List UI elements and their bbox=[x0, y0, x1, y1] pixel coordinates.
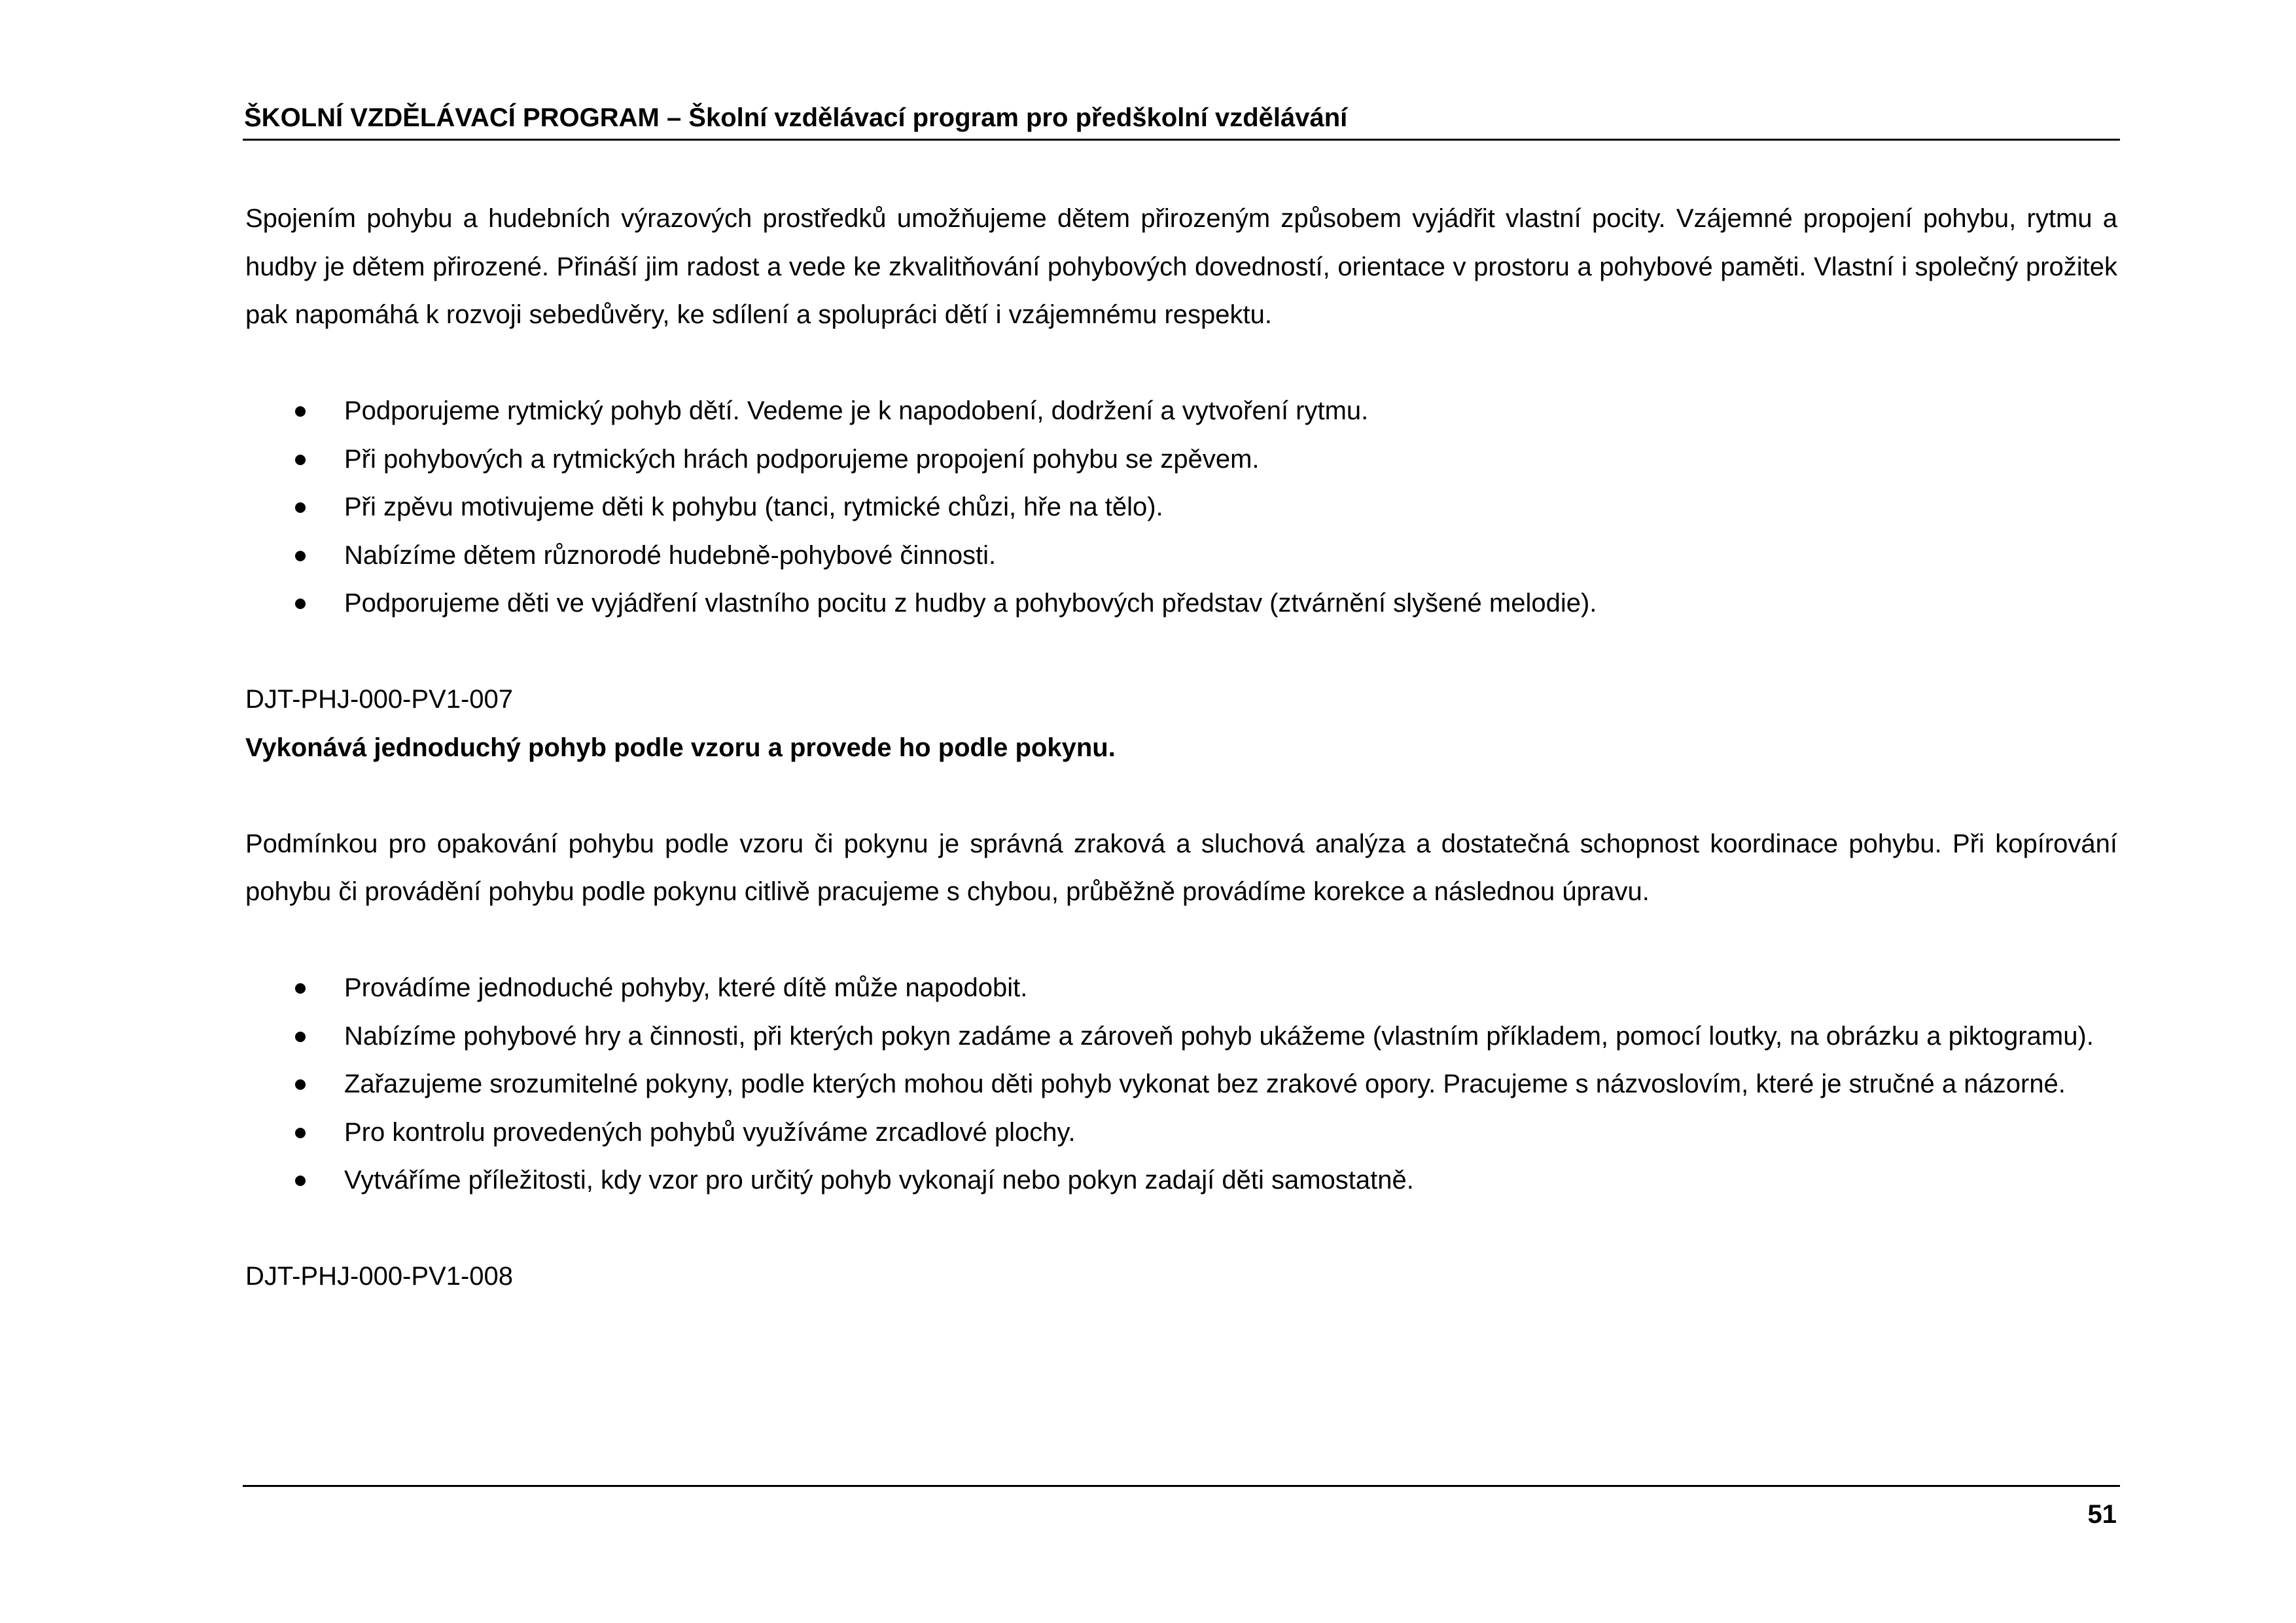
bullet-icon bbox=[295, 599, 306, 609]
spacer bbox=[245, 772, 2117, 820]
bullet-list-rhythm bbox=[245, 387, 2117, 628]
list-item bbox=[245, 387, 2117, 436]
list-item bbox=[245, 436, 2117, 484]
list-item-text: Zařazujeme srozumitelné pokyny, podle kterých mohou děti pohyb vykonat bez zrakové opory. Pracujeme s názvoslovím, které je stručné a názorné. bbox=[344, 1070, 2066, 1098]
list-item bbox=[245, 1109, 2117, 1157]
list-item-text: Vytváříme příležitosti, kdy vzor pro určitý pohyb vykonají nebo pokyn zadají děti samostatně. bbox=[344, 1166, 1414, 1195]
bullet-icon bbox=[295, 1032, 306, 1042]
list-item-text: Pro kontrolu provedených pohybů využíváme zrcadlové plochy. bbox=[344, 1117, 1076, 1147]
list-item-text: Nabízíme dětem různorodé hudebně-pohybové činnosti. bbox=[344, 540, 997, 570]
list-item bbox=[245, 964, 2117, 1013]
list-item bbox=[245, 1060, 2117, 1109]
bullet-icon bbox=[295, 1079, 306, 1090]
document-header-title: ŠKOLNÍ VZDĚLÁVACÍ PROGRAM – Školní vzdělávací program pro předškolní vzdělávání bbox=[244, 103, 1348, 132]
header-divider bbox=[243, 139, 2120, 141]
intro-paragraph: Spojením pohybu a hudebních výrazových prostředků umožňujeme dětem přirozeným způsobem vyjádřit vlastní pocity. Vzájemné propojení pohybu, rytmu a hudby je dětem přirozené. Přináší jim radost a vede ke zkvalitňování pohybových dovedností, orientace v prostoru a pohybové paměti. Vlastní i společný prožitek pak napomáhá k rozvoji sebedůvěry, ke sdílení a spolupráci dětí i vzájemnému respektu. bbox=[245, 204, 2117, 329]
bullet-icon bbox=[295, 551, 306, 561]
list-item bbox=[245, 1157, 2117, 1205]
list-item bbox=[245, 1013, 2117, 1061]
list-item bbox=[245, 483, 2117, 532]
spacer bbox=[245, 916, 2117, 965]
spacer bbox=[245, 628, 2117, 676]
page-content bbox=[245, 195, 2117, 1301]
bullet-list-imitation bbox=[245, 964, 2117, 1205]
page-number: 51 bbox=[2087, 1500, 2117, 1529]
list-item-text: Podporujeme děti ve vyjádření vlastního pocitu z hudby a pohybových představ (ztvárnění slyšené melodie). bbox=[344, 589, 1597, 618]
section-title-007: Vykonává jednoduchý pohyb podle vzoru a provede ho podle pokynu. bbox=[245, 733, 1116, 762]
list-item-text: Nabízíme pohybové hry a činnosti, při kterých pokyn zadáme a zároveň pohyb ukážeme (vlastním příkladem, pomocí loutky, na obrázku a piktogramu). bbox=[344, 1021, 2094, 1051]
bullet-icon bbox=[295, 406, 306, 417]
list-item bbox=[245, 580, 2117, 628]
list-item-text: Podporujeme rytmický pohyb dětí. Vedeme je k napodobení, dodržení a vytvoření rytmu. bbox=[344, 396, 1369, 425]
bullet-icon bbox=[295, 1176, 306, 1186]
section-paragraph-007: Podmínkou pro opakování pohybu podle vzoru či pokynu je správná zraková a sluchová analýza a dostatečná schopnost koordinace pohybu. Při kopírování pohybu či provádění pohybu podle pokynu citlivě pracujeme s chybou, průběžně provádíme korekce a následnou úpravu. bbox=[245, 829, 2117, 906]
footer-divider bbox=[243, 1485, 2120, 1487]
list-item-text: Provádíme jednoduché pohyby, které dítě může napodobit. bbox=[344, 973, 1028, 1002]
list-item-text: Při pohybových a rytmických hrách podporujeme propojení pohybu se zpěvem. bbox=[344, 444, 1260, 474]
bullet-icon bbox=[295, 502, 306, 513]
bullet-icon bbox=[295, 983, 306, 994]
list-item-text: Při zpěvu motivujeme děti k pohybu (tanci, rytmické chůzi, hře na tělo). bbox=[344, 493, 1163, 521]
spacer bbox=[245, 340, 2117, 388]
section-code-007: DJT-PHJ-000-PV1-007 bbox=[245, 685, 514, 714]
list-item bbox=[245, 532, 2117, 580]
bullet-icon bbox=[295, 1128, 306, 1138]
section-code-008: DJT-PHJ-000-PV1-008 bbox=[245, 1262, 514, 1291]
spacer bbox=[245, 1205, 2117, 1253]
bullet-icon bbox=[295, 455, 306, 465]
